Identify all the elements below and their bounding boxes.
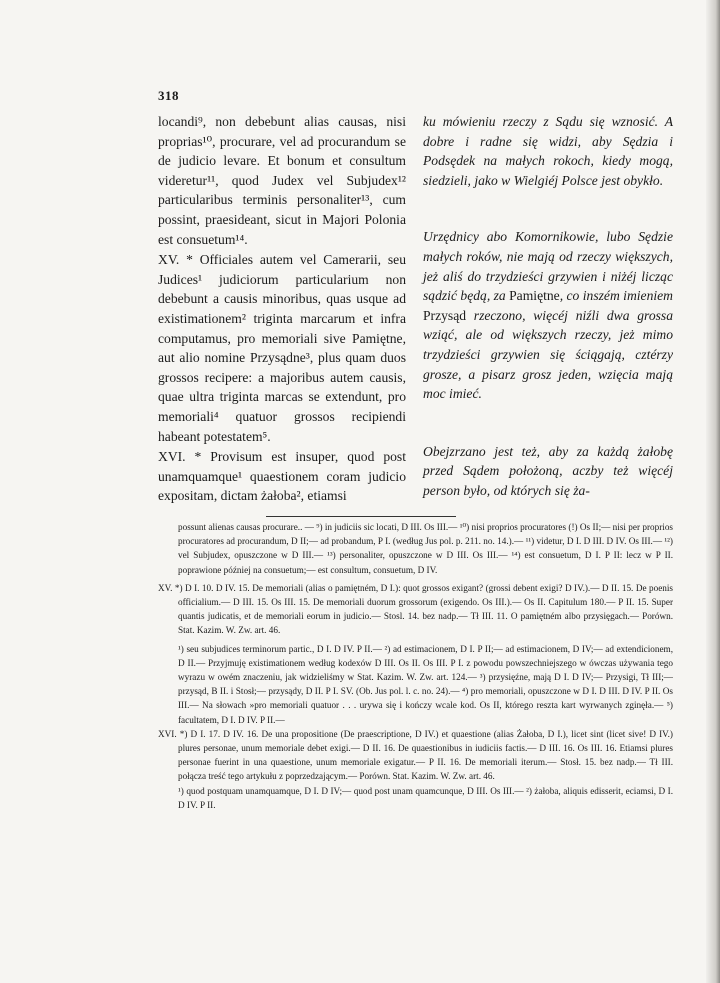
polish-xv-term-pamietne: Pamiętne [509,288,560,304]
polish-section-xvi: Obejzrzano jest też, aby za każdą żałobę przed Sądem położoną, aczby też więcéj person było, od których się ża- [423,443,673,498]
footnote-block-xvi: XVI. *) D I. 17. D IV. 16. De una propositione (De praescriptione, D IV.) et quaestione (alias Żałoba, D I.), licet sint (licet sive! D IV.) plures personae, unum memoriale debet exigi.— D II. 16. De quaestionibus in iudiciis factis.— D III. 16. Os III. 16. Etiamsi plures personae fuerint in una quaestione, unum memoriale exigatur.— P II. 16. De memoriali iterum.— Stosł. 15. bez nadp.— Tł III. połącza treść tego artykułu z poprzedzającym.— Porówn. Stat. Kazim. W. Zw. art. 46. [158,728,673,782]
latin-section-xv: XV. * Officiales autem vel Camerarii, seu Judices¹ judiciorum particularium non debebunt a causis minoribus, quas usque ad existimationem² triginta marcarum et infra computamus, pro memoriali sive Pamiętne, aut alio nomine Przysądne³, plus quam duos grossos recipere: a majoribus autem causis, quae ultra triginta marcas se extendunt, pro memoriali⁴ quatuor grossos recipiendi habeant potestatem⁵. [158,252,406,444]
page-edge-shadow [706,0,720,983]
polish-xv-part-a: Urzędnicy abo Komornikowie, lubo Sędzie małych roków, nie mają od rzeczy większych, jeż aliś do trzydzieści grzywien i niżéj licząc sądzić będą, za [423,229,673,304]
latin-column [158,112,406,506]
footnote-block-xv: XV. *) D I. 10. D IV. 15. De memoriali (alias o pamiętném, D I.): quot grossos exigant? (grossi debent exigi? D IV.).— D II. 15. De poenis officialium.— D III. 15. Os III. 15. De memoriali duorum grossorum (exigendo. Os III.).— Os II. Capitulum 180.— P II. 15. Super quantis judicatis, et de memoriali eorum in judicio.— Stosl. 14. bez nadp.— Tł III. 11. O pamiętném albo przysięgach.— Porówn. Stat. Kazim. W. Zw. art. 46. [158,582,673,636]
latin-section-xvi: XVI. * Provisum est insuper, quod post unamquamque¹ quaestionem coram judicio expositam, dictam żałoba², etiamsi [158,449,406,504]
footnotes [158,520,673,812]
footnote-block-xv-variants: ¹) seu subjudices terminorum partic., D I. D IV. P II.— ²) ad estimacionem, D I. P II;— ad estimacionem, D IV;— ad extendicionem, D II.— Przyjmuję existimationem według kodexów D III. Os II. Os III. P I. z powodu powszechniejszego w ówczas używania tego wyrazu w owém znaczeniu, jak widzieliśmy w Stat. Kazim. W. Zw. art. 124.— ³) przysięźne, mają D I. D IV;— Przysigi, Tł III;— przysąd, B II. i Stosł;— przysądy, D II. P I. SV. (Ob. Jus pol. l. c. no. 24).— ⁴) pro memoriali, opuszczone w D I. D III. D IV. P II. Os III.— Na słowach »pro memoriali quatuor . . . urywa się i kończy wcale kod. Os II, którego reszta kart wyrwanych zginęła.— ⁵) facultatem, D I. D IV. P II.— [178,643,673,725]
polish-xv-term-przysad: Przysąd [423,307,467,323]
footnote-block-xvi-variants: ¹) quod postquam unamquamque, D I. D IV;— quod post unam quamcunque, D III. Os III.— ²) żałoba, aliquis edisserit, eciamsi, D I. D IV. P II. [178,785,673,810]
polish-paragraph-1: ku mówieniu rzeczy z Sądu się wznosić. A dobre i radne się widzi, aby Sędzia i Podsędek na małych rokoch, kiedy mogą, siedzieli, jako w Wielgiéj Polsce jest obykło. [423,114,673,188]
polish-xv-part-e: rzeczono, więcéj niźli dwa grossa wziąć, ale od większych rzeczy, jeż mimo trzydzieści grzywien się ściągają, cztérzy grosze, a pisarz grosz jeden, wzięcia mają moc imieć. [423,307,673,402]
footnote-divider [266,516,456,517]
page-number: 318 [158,88,179,103]
polish-section-xv [423,227,673,403]
polish-xv-part-c: , co inszém imieniem [559,288,673,304]
footnote-block-1: possunt alienas causas procurare.. — ⁹) in judiciis sic locati, D III. Os III.— ¹⁰) nisi proprios procuratores (!) Os II;— nisi per proprios procuratores ad procurandum, D II;— ad probandum, P I. (według Jus pol. p. 211. no. 14.).— ¹¹) videtur, D I. D III. D IV. Os III.— ¹²) vel Subjudex, opuszczone w D III.— ¹³) personaliter, opuszczone w D III. Os III.— ¹⁴) est consuetum, D I. P II: lecz w P II. poprawione później na consuetum;— est consultum, consuetum, D IV. [178,522,673,575]
latin-paragraph-1: locandi⁹, non debebunt alias causas, nisi proprias¹⁰, procurare, vel ad procurandum se de judicio levare. Et bonum et consultum videretur¹¹, quod Judex vel Subjudex¹² particularibus terminis personaliter¹³, cum possint, praesideant, sicut in Majori Polonia est consuetum¹⁴. [158,114,406,247]
polish-column [423,112,673,501]
